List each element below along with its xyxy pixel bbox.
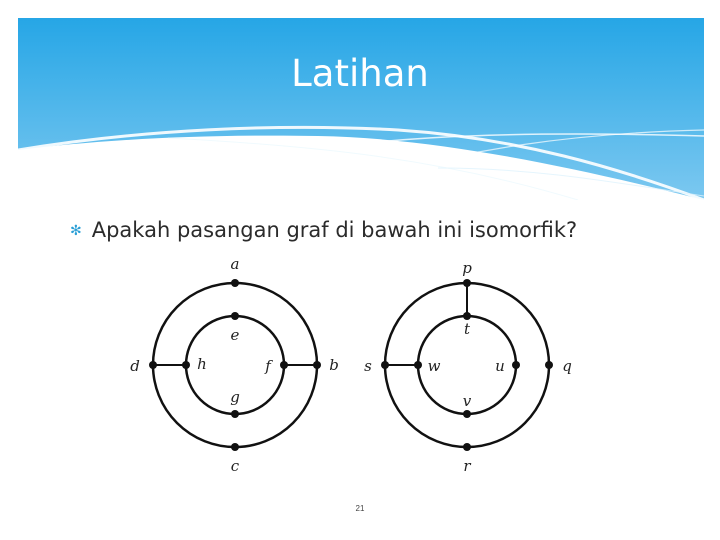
graph-1	[130, 255, 339, 475]
vertex-r	[463, 443, 471, 451]
vertex-f	[280, 361, 288, 369]
vertex-v	[463, 410, 471, 418]
vertex-s	[381, 361, 389, 369]
label-s: s	[364, 357, 372, 375]
label-q: q	[562, 357, 572, 375]
vertex-t	[463, 312, 471, 320]
vertex-q	[545, 361, 553, 369]
vertex-p	[463, 279, 471, 287]
label-a: a	[230, 255, 240, 273]
label-r: r	[463, 457, 471, 475]
label-w: w	[427, 357, 441, 375]
label-b: b	[329, 356, 339, 374]
label-h: h	[197, 355, 207, 373]
vertex-g	[231, 410, 239, 418]
vertex-e	[231, 312, 239, 320]
label-g: g	[230, 388, 240, 406]
vertex-a	[231, 279, 239, 287]
label-v: v	[462, 392, 472, 410]
label-c: c	[230, 457, 240, 475]
asterisk-bullet-icon: ✻	[70, 223, 82, 239]
bullet-text: Apakah pasangan graf di bawah ini isomorfik?	[91, 218, 578, 242]
slide-title: Latihan	[291, 52, 429, 95]
label-u: u	[495, 357, 505, 375]
graph-2	[364, 259, 572, 475]
vertex-w	[414, 361, 422, 369]
label-t: t	[463, 320, 471, 338]
vertex-h	[182, 361, 190, 369]
vertex-c	[231, 443, 239, 451]
label-d: d	[130, 357, 140, 375]
vertex-u	[512, 361, 520, 369]
label-p: p	[462, 259, 472, 277]
vertex-d	[149, 361, 157, 369]
vertex-b	[313, 361, 321, 369]
label-e: e	[230, 326, 240, 344]
page-number: 21	[355, 504, 365, 513]
label-f: f	[265, 357, 271, 375]
